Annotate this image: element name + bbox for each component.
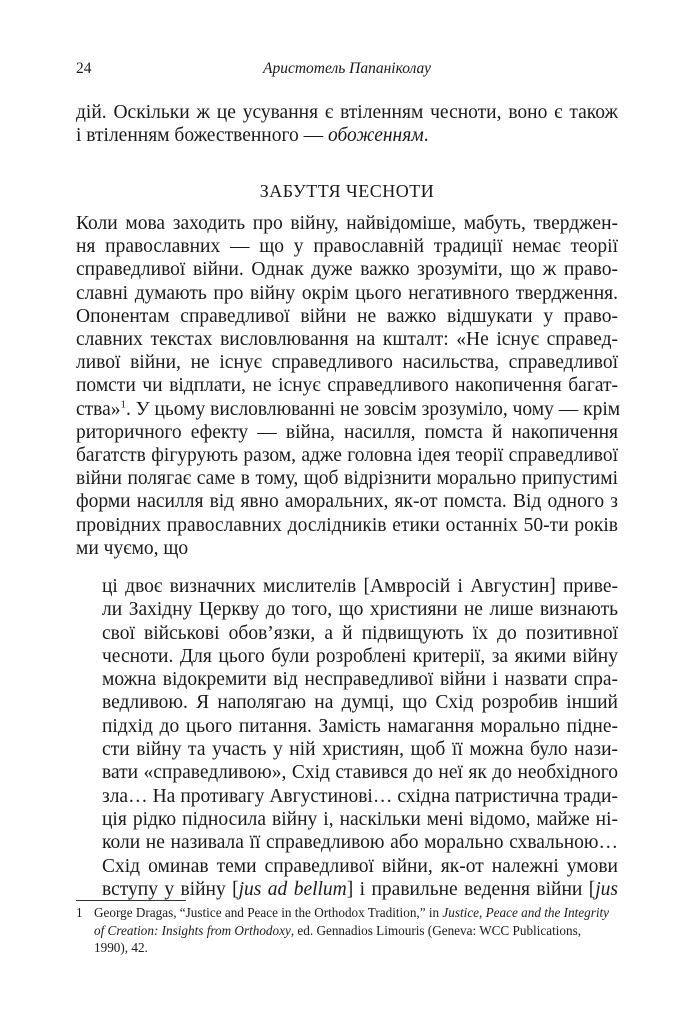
text-fragment: ] і правильне ведення війни [: [346, 878, 596, 900]
text-line: форми насилля від явно аморальних, як-от помста. Від одного з: [76, 491, 618, 513]
text-line: багатств фігурують разом, адже головна ідея теорії справедливої: [76, 445, 618, 467]
footnote-reference[interactable]: 1: [120, 398, 127, 411]
text-line: справедливої війни. Однак дуже важко зрозуміти, що ж право-: [76, 259, 618, 281]
text-line: дій. Оскільки ж це усування є втіленням чесноти, воно є також: [76, 102, 618, 123]
text-line: ми чуємо, що: [76, 537, 189, 559]
footnote-text: [76, 904, 618, 957]
quote-line: ці двоє визначних мислителів [Амвросій і Августин] приве-: [102, 576, 618, 597]
quote-line: [102, 878, 618, 901]
text-fragment: ства»: [76, 398, 121, 420]
section-heading: ЗАБУТТЯ ЧЕСНОТИ: [259, 181, 435, 201]
text-line: провідних православних дослідників етики останніх 50-ти років: [76, 514, 618, 536]
quote-line: ведливою. Я наполягаю на думці, що Схід розробив інший: [102, 692, 618, 714]
text-fragment: George Dragas, “Justice and Peace in the Orthodox Tradition,” in: [94, 905, 443, 920]
text-fragment: , ed. Gennadios Limouris (Geneva: WCC Publications, 1990), 42.: [94, 922, 582, 955]
quote-line: зла… На противагу Августинові… східна патристична тради-: [102, 785, 618, 807]
footnote-number: 1: [76, 905, 83, 920]
text-line: риторичного ефекту — війна, насилля, помста й накопичення: [76, 421, 618, 443]
quote-line: вати «справедливою», Схід ставився до неї як до необхідного: [102, 762, 618, 784]
page-number: 24: [76, 60, 92, 77]
text-line: ня православних — що у православній традиції немає теорії: [76, 236, 618, 258]
footnote: [76, 904, 618, 957]
text-line: славних текстах висловлювання на кшталт: «Не існує справед-: [76, 329, 618, 351]
italic-term: обоженням: [328, 125, 424, 147]
block-quote: [102, 575, 618, 901]
quote-line: підхід до цього питання. Замість намагання морально підне-: [102, 715, 618, 737]
quote-line: ли Західну Церкву до того, що християни не лише визнають: [102, 599, 618, 621]
quote-line: свої військові обов’язки, а й підвищують їх до позитивної: [102, 622, 618, 644]
text-fragment: .: [423, 125, 429, 147]
text-line: Опонентам справедливої війни не важко відшукати у право-: [76, 305, 618, 327]
text-fragment: вступу у війну [: [102, 878, 239, 900]
quote-line: чесноти. Для цього були розроблені критерії, за якими війну: [102, 645, 618, 667]
text-line: Коли мова заходить про війну, найвідоміше, мабуть, тверджен-: [76, 213, 618, 234]
page-header: [76, 60, 618, 82]
text-line: війни полягає саме в тому, щоб відрізнити морально припустимі: [76, 468, 618, 490]
quote-line: сти війну та участь у ній християн, щоб її можна було нази-: [102, 739, 618, 761]
main-paragraph: [76, 212, 621, 560]
intro-paragraph: [76, 101, 618, 147]
footnote-separator: [76, 900, 186, 901]
running-title: Аристотель Папаніколау: [262, 60, 431, 77]
book-title: Justice, Peace and the Integrity of Creation: Insights from Orthodoxy: [94, 905, 610, 938]
text-line: ливої війни, не існує справедливого насильства, справедливої: [76, 352, 618, 374]
quote-line: коли не називала її справедливою або морально схвальною…: [102, 832, 618, 854]
text-line: [76, 124, 618, 147]
text-line: [76, 398, 621, 421]
text-line: славні думають про війну окрім цього негативного твердження.: [76, 282, 618, 304]
latin-term: jus ad bellum: [238, 878, 347, 900]
quote-line: Схід оминав теми справедливої війни, як-от належні умови: [102, 855, 618, 877]
latin-term: jus: [595, 878, 618, 900]
text-fragment: і втіленням божественного —: [76, 125, 328, 147]
text-fragment: . У цьому висловлюванні не зовсім зрозуміло, чому — крім: [126, 398, 621, 420]
text-line: помсти чи відплати, не існує справедливого накопичення багат-: [76, 375, 618, 397]
quote-line: можна відокремити від несправедливої війни і назвати спра-: [102, 669, 618, 691]
quote-line: ція рідко підносила війну і, наскільки мені відомо, майже ні-: [102, 808, 618, 830]
